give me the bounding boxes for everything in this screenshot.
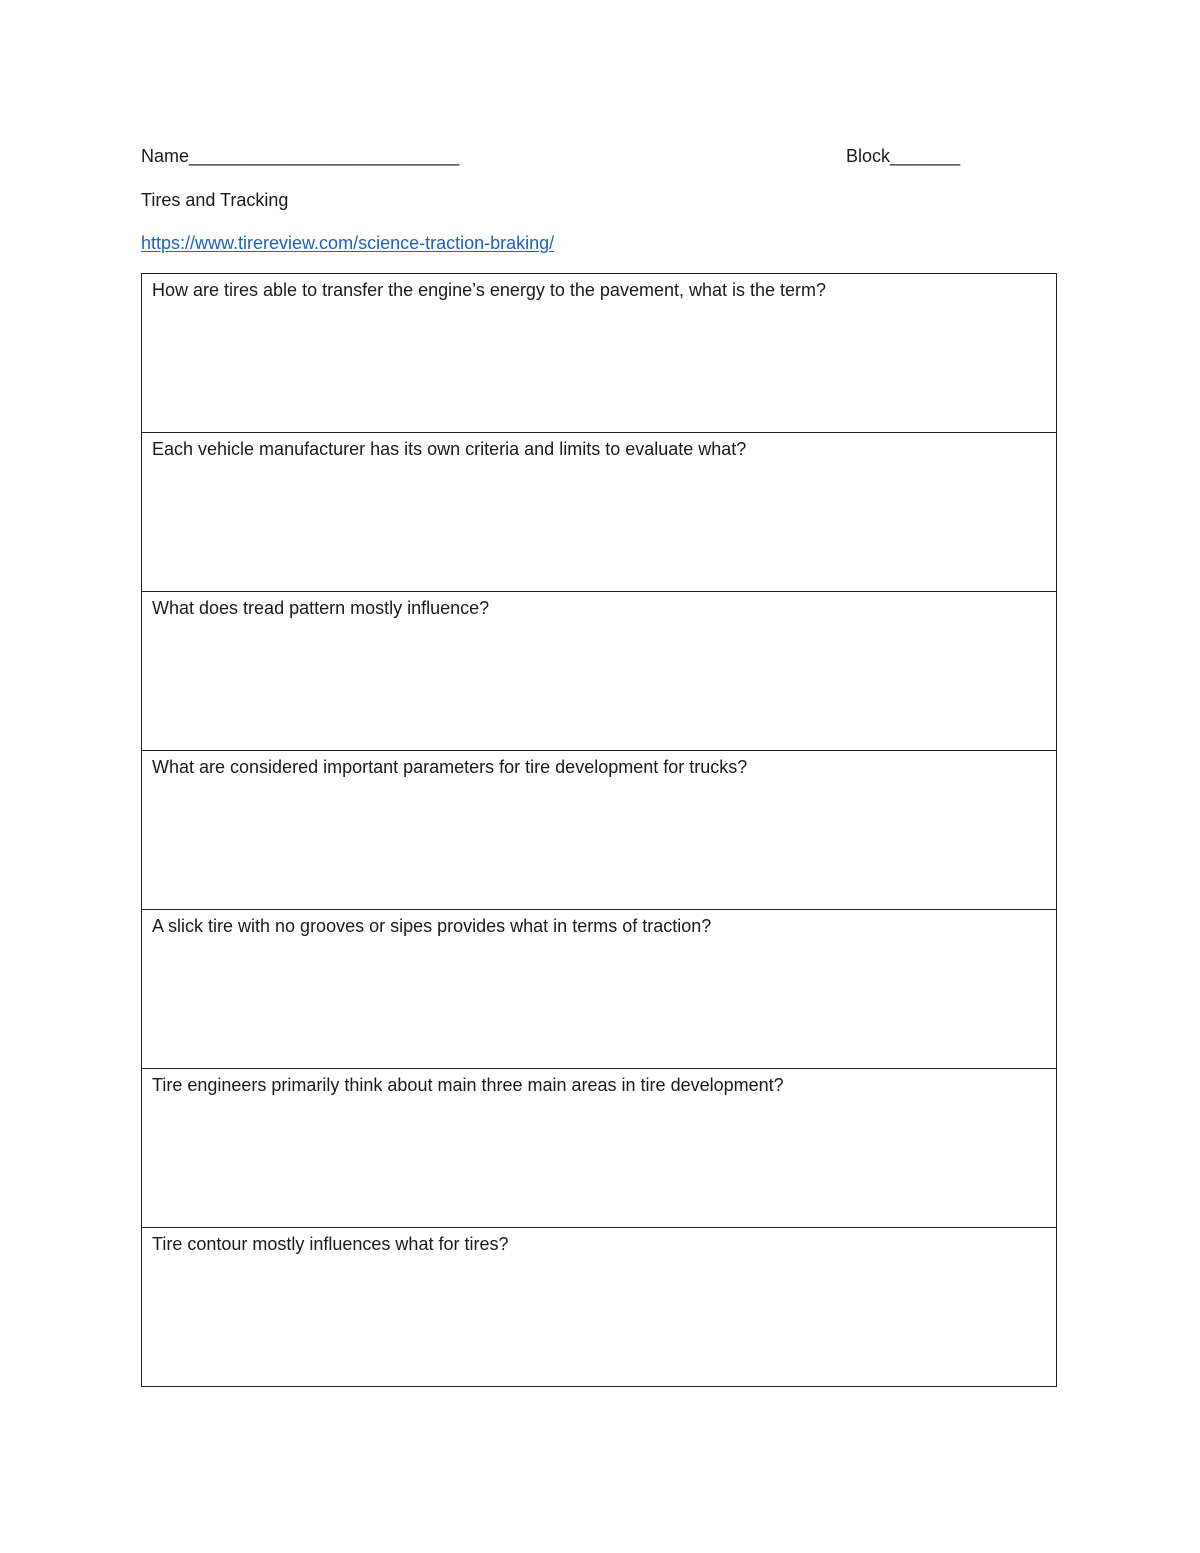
question-row [142,592,1057,751]
name-field-label: Name___________________________ [141,146,460,166]
questions-table [141,273,1057,1387]
question-cell[interactable]: A slick tire with no grooves or sipes provides what in terms of traction? [142,910,1057,1069]
question-cell[interactable]: Each vehicle manufacturer has its own criteria and limits to evaluate what? [142,433,1057,592]
block-field-label: Block_______ [846,146,961,166]
question-cell[interactable]: Tire contour mostly influences what for tires? [142,1228,1057,1387]
question-row [142,274,1057,433]
question-cell[interactable]: What are considered important parameters for tire development for trucks? [142,751,1057,910]
question-row [142,751,1057,910]
reference-link[interactable]: https://www.tirereview.com/science-traction-braking/ [141,233,555,253]
question-row [142,910,1057,1069]
question-row [142,433,1057,592]
worksheet-title: Tires and Tracking [141,190,289,210]
question-cell[interactable]: Tire engineers primarily think about main three main areas in tire development? [142,1069,1057,1228]
question-cell[interactable]: What does tread pattern mostly influence? [142,592,1057,751]
question-row [142,1069,1057,1228]
question-row [142,1228,1057,1387]
question-cell[interactable]: How are tires able to transfer the engine’s energy to the pavement, what is the term? [142,274,1057,433]
